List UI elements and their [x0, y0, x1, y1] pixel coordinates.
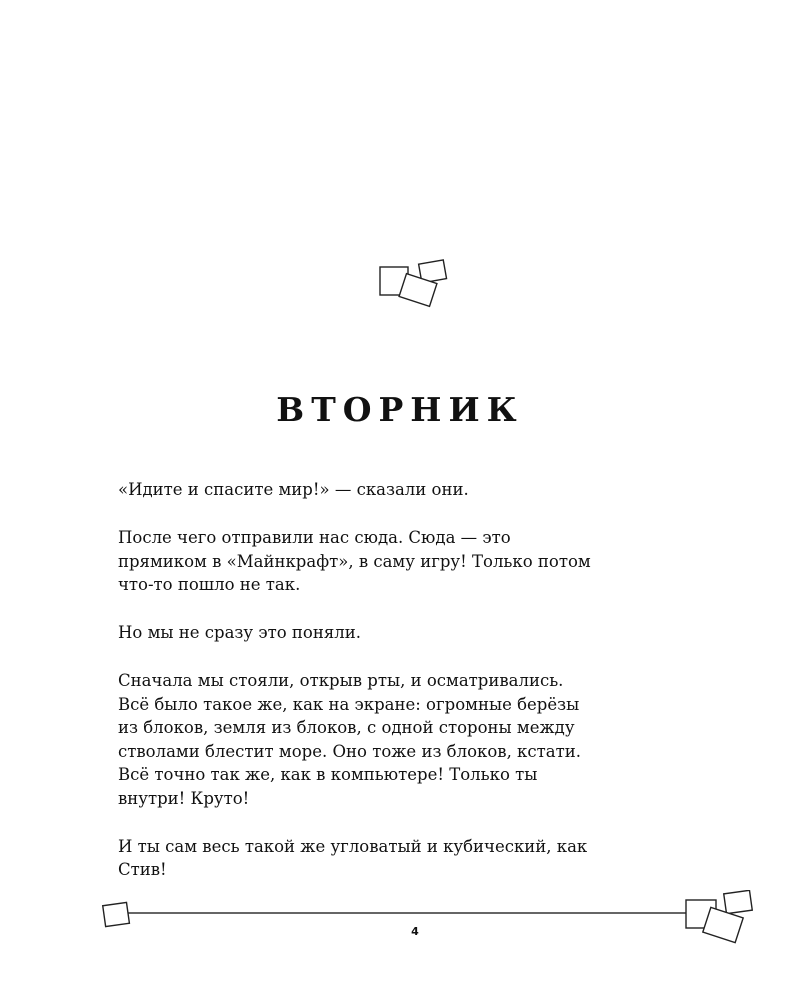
paragraph — [118, 526, 718, 597]
text-line: внутри! Круто! — [118, 788, 250, 808]
text-line: Сначала мы стояли, открыв рты, и осматривались. — [118, 671, 564, 690]
square-ornament-icon — [103, 902, 130, 926]
text-line: Стив! — [118, 860, 167, 879]
text-line: стволами блестит море. Оно тоже из блоков, кстати. — [118, 741, 581, 761]
text-line: Всё было такое же, как на экране: огромные берёзы — [118, 694, 580, 714]
text-line: «Идите и спасите мир!» — сказали они. — [118, 480, 469, 499]
paragraph — [118, 669, 718, 810]
text-line: прямиком в «Майнкрафт», в саму игру! Только потом — [118, 551, 591, 571]
footer-rule — [0, 890, 800, 950]
paragraph — [118, 835, 718, 882]
paragraph — [118, 621, 718, 645]
text-line: Всё точно так же, как в компьютере! Только ты — [118, 765, 538, 784]
text-line: Но мы не сразу это поняли. — [118, 623, 361, 642]
text-line: После чего отправили нас сюда. Сюда — это — [118, 528, 511, 547]
text-line: из блоков, земля из блоков, с одной стороны между — [118, 718, 575, 737]
paragraph — [118, 478, 718, 502]
page-number: 4 — [411, 925, 419, 938]
three-squares-ornament-icon — [378, 258, 450, 312]
chapter-title: ВТОРНИК — [276, 390, 524, 429]
text-body — [118, 478, 718, 906]
text-line: что-то пошло не так. — [118, 575, 301, 594]
text-line: И ты сам весь такой же угловатый и кубический, как — [118, 836, 588, 856]
